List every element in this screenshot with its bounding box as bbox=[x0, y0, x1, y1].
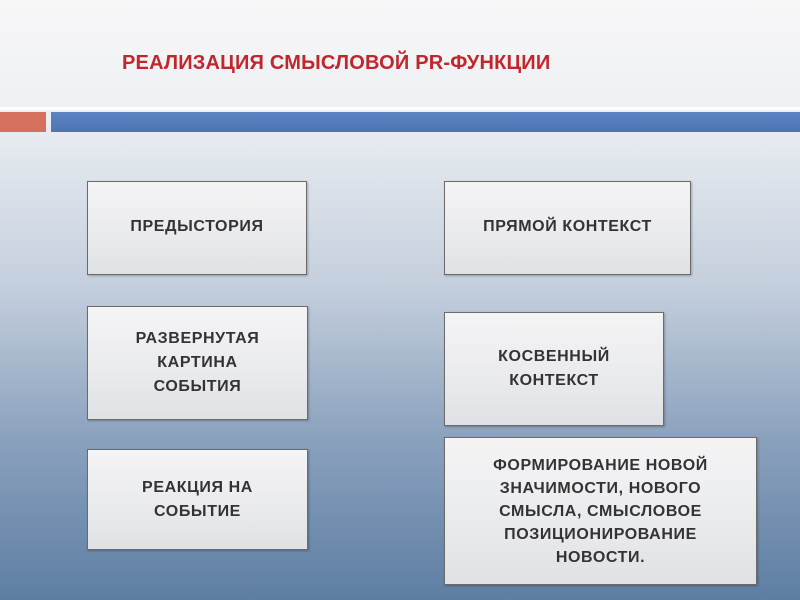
box-new-significance bbox=[444, 437, 757, 585]
header-divider-line bbox=[0, 107, 800, 110]
header-accent-red bbox=[0, 112, 46, 132]
box-indirect-context bbox=[444, 312, 664, 426]
box-prehistory-label: ПРЕДЫСТОРИЯ bbox=[130, 218, 264, 235]
box-indirect-context-label: КОСВЕННЫЙ КОНТЕКСТ bbox=[498, 348, 610, 389]
box-detailed-picture-label: РАЗВЕРНУТАЯ КАРТИНА СОБЫТИЯ bbox=[135, 330, 260, 395]
box-direct-context-label: ПРЯМОЙ КОНТЕКСТ bbox=[483, 218, 652, 235]
header-accent-blue bbox=[51, 112, 800, 132]
box-reaction-to-event bbox=[87, 449, 308, 550]
box-reaction-to-event-label: РЕАКЦИЯ НА СОБЫТИЕ bbox=[142, 478, 253, 520]
box-new-significance-label: ФОРМИРОВАНИЕ НОВОЙ ЗНАЧИМОСТИ, НОВОГО СМЫСЛА, СМЫСЛОВОЕ ПОЗИЦИОНИРОВАНИЕ НОВОСТИ. bbox=[493, 456, 708, 566]
box-direct-context bbox=[444, 181, 691, 275]
box-prehistory bbox=[87, 181, 307, 275]
box-detailed-picture bbox=[87, 306, 308, 420]
slide-title: РЕАЛИЗАЦИЯ СМЫСЛОВОЙ PR-ФУНКЦИИ bbox=[122, 52, 551, 74]
